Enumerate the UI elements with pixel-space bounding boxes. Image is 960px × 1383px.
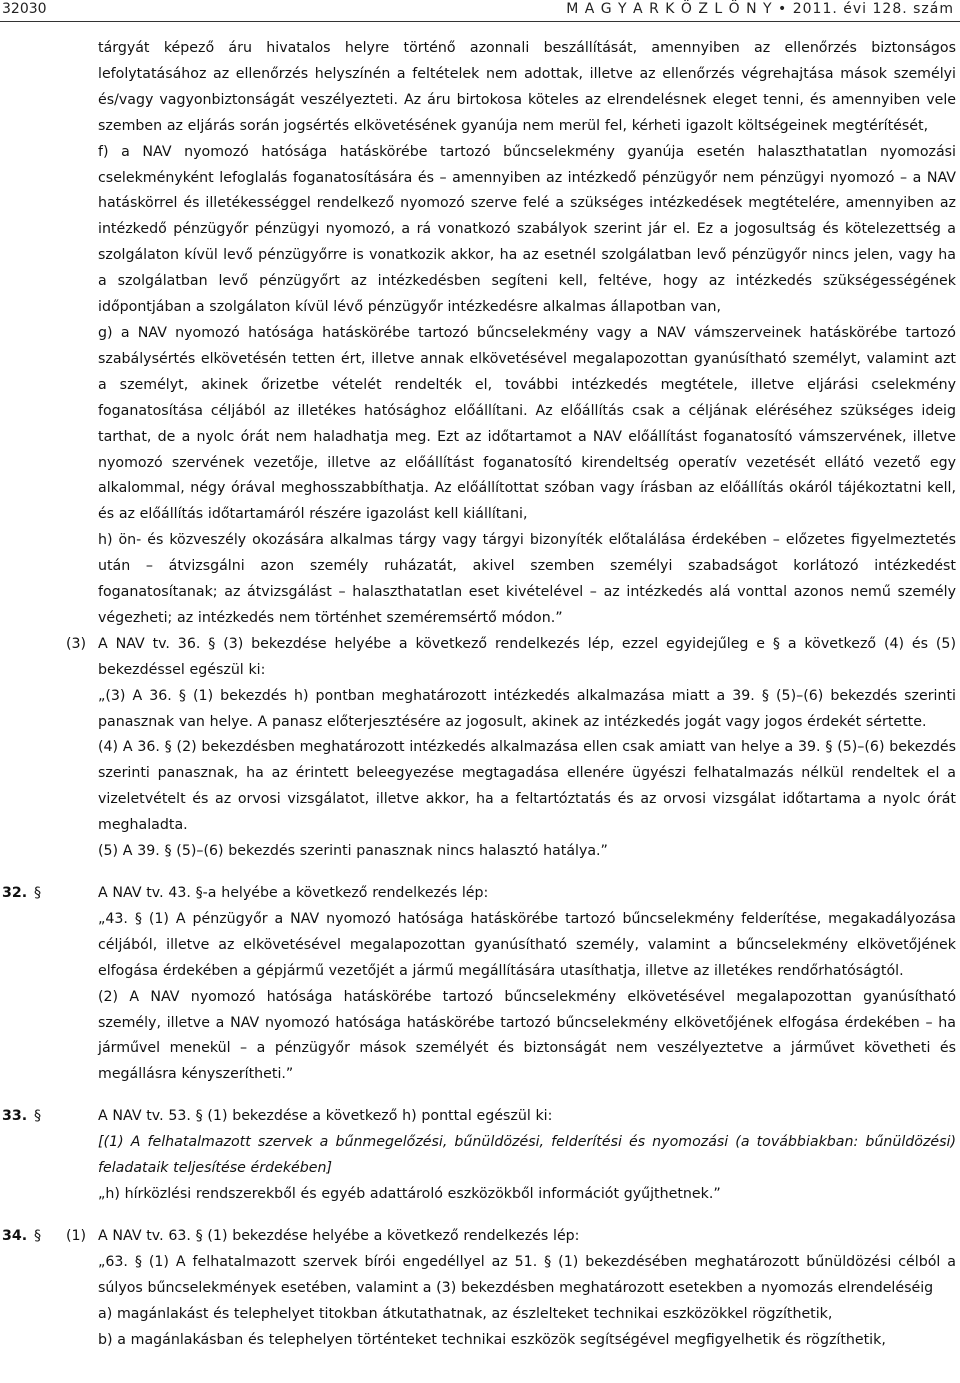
section-33-text: A NAV tv. 53. § (1) bekezdése a következő h) ponttal egészül ki: <box>98 1108 553 1125</box>
section-34-item-a: a) magánlakást és telephelyet titokban átkutathatnak, az észlelteket technikai eszközökkel rögzíthetik, <box>98 1305 833 1322</box>
page-number: 32030 <box>2 1 47 17</box>
section-32-quote-2: (2) A NAV nyomozó hatósága hatáskörébe tartozó bűncselekmény elkövetésével megalapozottan gyanúsítható személy, illetve a NAV nyomozó hatósága hatáskörébe tartozó bűncselekmény elkövetőjének elfogása érdekében – ha járművel menekül – a pénzügyőr mások személyét és biztonságát nem veszélyeztetve a járművet követheti és megállásra kényszerítheti.” <box>98 988 956 1083</box>
section-34 <box>0 1224 960 1354</box>
paragraph-label: (3) <box>66 635 87 652</box>
section-symbol: § <box>34 1227 42 1244</box>
section-symbol: § <box>34 1108 42 1125</box>
publication-title: M A G Y A R K Ö Z L Ö N Y • 2011. évi 128. szám <box>566 1 954 17</box>
section-32-text: A NAV tv. 43. §-a helyébe a következő rendelkezés lép: <box>98 885 489 901</box>
section-number: 33. <box>2 1108 28 1125</box>
section-34-item-b: b) a magánlakásban és telephelyen történteket technikai eszközök segítségével megfigyelhetik és rögzíthetik, <box>98 1331 886 1348</box>
section-33-quote: „h) hírközlési rendszerekből és egyéb adattároló eszközökből információt gyűjthetnek.” <box>98 1185 721 1202</box>
section-number: 34. <box>2 1227 28 1244</box>
document-body <box>0 36 960 1353</box>
section-symbol: § <box>34 885 42 901</box>
section-34-sublabel: (1) <box>66 1227 87 1244</box>
paragraph-3-text: A NAV tv. 36. § (3) bekezdése helyébe a következő rendelkezés lép, ezzel egyidejűleg e § a következő (4) és (5) bekezdéssel egészül ki: <box>98 635 956 678</box>
item-g: g) a NAV nyomozó hatósága hatáskörébe tartozó bűncselekmény vagy a NAV vámszerveinek hatáskörébe tartozó szabálysértés elkövetésén tetten ért, illetve annak elkövetésével megalapozottan gyanúsítható személyt, valamint azt a személyt, akinek őrizetbe vételét rendelték el, további intézkedés megtétele, illetve eljárási cselekmény foganatosítása céljából az illetékes hatósághoz előállítani. Az előállítás csak a céljának eléréséhez szükséges ideig tarthat, de a nyolc órát nem haladhatja meg. Ezt az időtartamot a NAV előállítást foganatosító vámszervének, illetve nyomozó szervének vezetője, illetve az előállítást foganatosító kirendeltség operatív vezetését ellátó vezető egy alkalommal, négy órával meghosszabbíthatja. Az előállítottat szóban vagy írásban az előállítás okáról tájékoztatni kell, és az előállítás időtartamáról részére igazolást kell kiállítani, <box>98 324 956 523</box>
section-34-quote: „63. § (1) A felhatalmazott szervek bírói engedéllyel az 51. § (1) bekezdésében meghatározott bűnüldözési célból a súlyos bűncselekmények esetében, valamint a (3) bekezdésben meghatározott esetekben a nyomozás elrendeléséig <box>98 1253 956 1296</box>
section-33 <box>0 1104 960 1208</box>
quote-para-5: (5) A 39. § (5)–(6) bekezdés szerinti panasznak nincs halasztó hatálya.” <box>98 843 608 860</box>
intro-paragraph: tárgyát képező áru hivatalos helyre történő azonnali beszállítását, amennyiben az ellenőrzés biztonságos lefolytatásához az ellenőrzés helyszínén a feltételek nem adottak, illetve az ellenőrzés végrehajtása mások személyi és/vagy vagyonbiztonságát veszélyezteti. Az áru birtokosa köteles az elrendelésnek eleget tenni, és amennyiben vele szemben az eljárás során jogsértés elkövetésének gyanúja nem merül fel, kérheti igazolt költségeinek megtérítését, <box>98 40 956 134</box>
section-34-text: A NAV tv. 63. § (1) bekezdése helyébe a következő rendelkezés lép: <box>98 1227 580 1244</box>
page-header <box>0 0 960 22</box>
item-f: f) a NAV nyomozó hatósága hatáskörébe tartozó bűncselekmény gyanúja esetén halaszthatatlan nyomozási cselekményként lefoglalás foganatosítására és – amennyiben az intézkedő pénzügyőr nem pénzügyi nyomozó – a NAV hatáskörrel és illetékességgel rendelkező nyomozó szerve felé a szükséges intézkedések megtételére, amennyiben az intézkedő pénzügyőr pénzügyi nyomozó, a rá vonatkozó szabályok szerint jár el. Ez a jogosultság és kötelezettség a szolgálaton kívül levő pénzügyőrre is vonatkozik akkor, ha az esetnél szolgálatban levő pénzügyőr nincs jelen, vagy ha a szolgálatban levő pénzügyőrt az intézkedésben segíteni kell, feltéve, hogy az intézkedés szükségességének időpontjában a szolgálaton kívül lévő pénzügyőr intézkedésre alkalmas állapotban van, <box>98 143 956 316</box>
quote-para-4: (4) A 36. § (2) bekezdésben meghatározott intézkedés alkalmazása ellen csak amiatt van helye a 39. § (5)–(6) bekezdés szerinti panasznak, ha az érintett beleegyezése megtagadása ellenére ügyészi felhatalmazás nélkül rendeltek el a vizeletvételt és az orvosi vizsgálatot, illetve akkor, ha a feltartóztatás és az orvosi vizsgálat időtartama a nyolc órát meghaladta. <box>98 739 956 834</box>
section-32-quote-1: „43. § (1) A pénzügyőr a NAV nyomozó hatósága hatáskörébe tartozó bűncselekmény felderítése, megakadályozása céljából, illetve az elkövetésével megalapozottan gyanúsítható személy, valamint a bűncselekmény elkövetőjének elfogása érdekében a gépjármű vezetőjét a jármű megállítására utasíthatja, illetve az illetékes rendőrhatóságtól. <box>98 910 956 979</box>
section-number: 32. <box>2 885 28 901</box>
header-rule <box>0 21 960 22</box>
section-32 <box>0 881 960 1088</box>
paragraph-3 <box>0 632 960 684</box>
quote-para-3: „(3) A 36. § (1) bekezdés h) pontban meghatározott intézkedés alkalmazása miatt a 39. § (5)–(6) bekezdés szerinti panasznak van helye. A panasz előterjesztésére az jogosult, akinek az intézkedés jogát vagy jogos érdekét sértette. <box>98 687 956 730</box>
section-33-context: [(1) A felhatalmazott szervek a bűnmegelőzési, bűnüldözési, felderítési és nyomozási (a továbbiakban: bűnüldözési) feladataik teljesítése érdekében] <box>98 1134 956 1177</box>
item-h: h) ön- és közveszély okozására alkalmas tárgy vagy tárgyi bizonyíték előtalálása érdekében – előzetes figyelmeztetés után – átvizsgálni azon személy ruházatát, akivel szemben személyi szabadságot korlátozó intézkedést foganatosítanak; az átvizsgálást – halaszthatatlan eset kivételével – az intézkedés alá vonttal azonos nemű személy végezheti; az intézkedés nem történhet szeméremsértő módon.” <box>98 532 956 626</box>
